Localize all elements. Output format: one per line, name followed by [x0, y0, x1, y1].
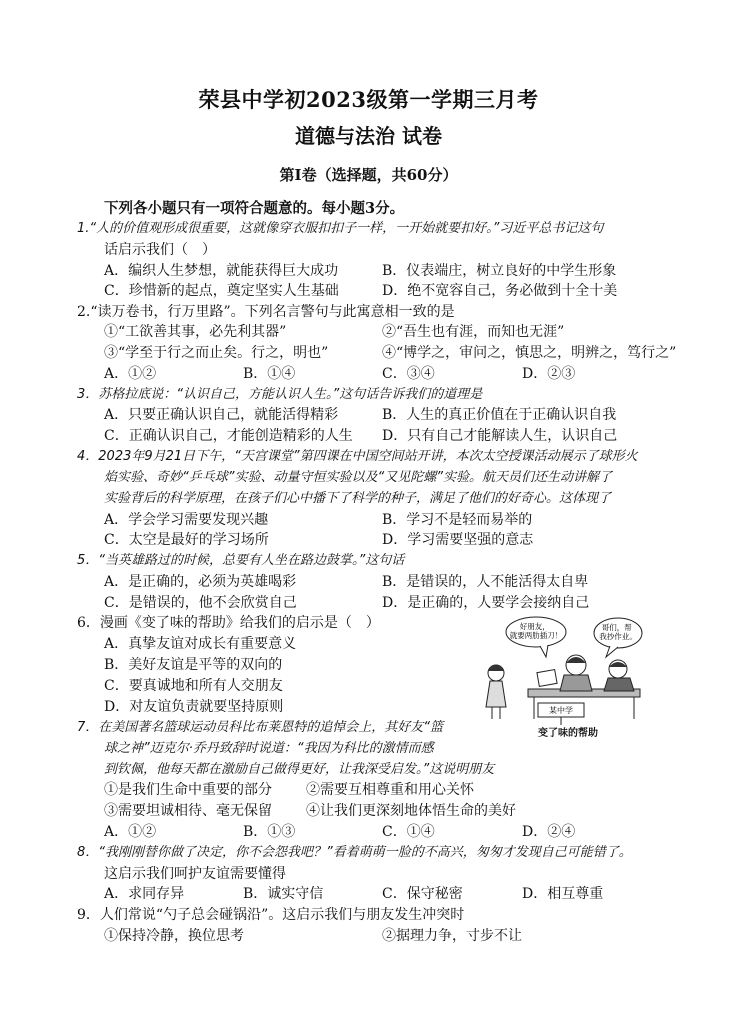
q1-option-c: C．珍惜新的起点，奠定坚实人生基础: [104, 283, 339, 299]
q7-option-a: A．①②: [104, 824, 157, 840]
q6-option-d: D．对友谊负责就要坚持原则: [104, 699, 284, 715]
q8-option-b: B．诚实守信: [243, 886, 324, 902]
q1-stem: 1.“人的价值观形成很重要，这就像穿衣服扣扣子一样，一开始就要扣好。”习近平总书记这句: [77, 221, 604, 236]
q2-statement-1: ①“工欲善其事，必先利其器”: [104, 324, 287, 340]
q2-option-a: A．①②: [104, 366, 157, 382]
q2-stem: 2.“读万卷书，行万里路”。下列名言警句与此寓意相一致的是: [77, 304, 455, 320]
q7-option-c: C．①④: [382, 824, 435, 840]
q1-stem-cont: 话启示我们（ ）: [104, 242, 216, 258]
q9-stem: 9．人们常说“勺子总会碰锅沿”。这启示我们与朋友发生冲突时: [77, 907, 465, 923]
section-heading: 第Ⅰ卷（选择题，共60分）: [279, 166, 458, 184]
q1-option-d: D．绝不宽容自己，务必做到十全十美: [382, 283, 618, 299]
cartoon-caption: 变了味的帮助: [538, 728, 598, 739]
q3-option-c: C．正确认识自己，才能创造精彩的人生: [104, 428, 353, 444]
q8-option-d: D．相互尊重: [522, 886, 604, 902]
q8-option-c: C．保守秘密: [382, 886, 463, 902]
q9-statement-1: ①保持冷静，换位思考: [104, 928, 244, 944]
q4-option-d: D．学习需要坚强的意志: [382, 532, 534, 548]
q5-option-d: D．是正确的，人要学会接纳自己: [382, 595, 590, 611]
q2-option-c: C．③④: [382, 366, 435, 382]
q4-option-b: B．学习不是轻而易举的: [382, 512, 533, 528]
q2-statement-3: ③“学至于行之而止矣。行之，明也”: [104, 345, 329, 361]
bubble-text-2: 哥们，帮 我抄作业。: [599, 623, 637, 641]
q3-option-b: B．人生的真正价值在于正确认识自我: [382, 407, 617, 423]
q5-option-b: B．是错误的，人不能活得太自卑: [382, 574, 589, 590]
q5-stem: 5．“当英雄路过的时候，总要有人坐在路边鼓掌。”这句话: [77, 553, 405, 568]
sign-text: 某中学: [549, 706, 573, 715]
exam-subject: 道德与法治 试卷: [295, 124, 442, 148]
q7-statement-2: ②需要互相尊重和用心关怀: [306, 782, 474, 798]
q6-option-b: B．美好友谊是平等的双向的: [104, 657, 283, 673]
q3-stem: 3．苏格拉底说：“认识自己，方能认识人生。”这句话告诉我们的道理是: [77, 387, 483, 402]
q7-stem-cont-2: 到钦佩，他每天都在激励自己做得更好，让我深受启发。”这说明朋友: [104, 762, 495, 777]
q4-stem: 4．2023年9月21日下午，“天宫课堂”第四课在中国空间站开讲，本次太空授课活动展示了球形火: [77, 449, 638, 464]
q6-option-c: C．要真诚地和所有人交朋友: [104, 678, 283, 694]
exam-title: 荣县中学初2023级第一学期三月考: [198, 87, 539, 112]
q5-option-c: C．是错误的，他不会欣赏自己: [104, 595, 297, 611]
q7-stem-cont: 球之神”迈克尔·乔丹致辞时说道：“我因为科比的激情而感: [104, 741, 434, 756]
q3-option-a: A．只要正确认识自己，就能活得精彩: [104, 407, 339, 423]
q7-option-b: B．①③: [243, 824, 296, 840]
q6-stem: 6．漫画《变了味的帮助》给我们的启示是（ ）: [77, 615, 380, 631]
q7-stem: 7．在美国著名篮球运动员科比布莱恩特的追悼会上，其好友“篮: [77, 720, 444, 735]
cartoon-drawing: [478, 615, 658, 725]
bubble-text-1: 好朋友， 就要两肋插刀！: [509, 622, 563, 640]
q1-option-b: B．仪表端庄，树立良好的中学生形象: [382, 263, 617, 279]
q4-stem-cont-2: 实验背后的科学原理，在孩子们心中播下了科学的种子，满足了他们的好奇心。这体现了: [104, 491, 612, 506]
q1-option-a: A．编织人生梦想，就能获得巨大成功: [104, 263, 339, 279]
q7-statement-3: ③需要坦诚相待、毫无保留: [104, 803, 272, 819]
instruction: 下列各小题只有一项符合题意的。每小题3分。: [104, 200, 405, 217]
q2-option-d: D．②③: [522, 366, 576, 382]
q8-option-a: A．求同存异: [104, 886, 185, 902]
q2-statement-4: ④“博学之，审问之，慎思之，明辨之，笃行之”: [382, 345, 677, 361]
q8-stem-cont: 这启示我们呵护友谊需要懂得: [104, 866, 286, 882]
q7-statement-1: ①是我们生命中重要的部分: [104, 782, 272, 798]
q4-option-c: C．太空是最好的学习场所: [104, 532, 269, 548]
q6-option-a: A．真挚友谊对成长有重要意义: [104, 636, 297, 652]
q7-option-d: D．②④: [522, 824, 576, 840]
q4-stem-cont: 焰实验、奇妙“乒乓球”实验、动量守恒实验以及“又见陀螺”实验。航天员们还生动讲解了: [104, 470, 612, 485]
q3-option-d: D．只有自己才能解读人生，认识自己: [382, 428, 618, 444]
q5-option-a: A．是正确的，必须为英雄喝彩: [104, 574, 297, 590]
q2-option-b: B．①④: [243, 366, 296, 382]
q7-statement-4: ④让我们更深刻地体悟生命的美好: [306, 803, 516, 819]
q9-statement-2: ②据理力争，寸步不让: [382, 928, 522, 944]
q8-stem: 8．“我刚刚替你做了决定，你不会怨我吧？”看着萌萌一脸的不高兴，匆匆才发现自己可能错了。: [77, 845, 632, 860]
q4-option-a: A．学会学习需要发现兴趣: [104, 512, 269, 528]
q2-statement-2: ②“吾生也有涯，而知也无涯”: [382, 324, 565, 340]
